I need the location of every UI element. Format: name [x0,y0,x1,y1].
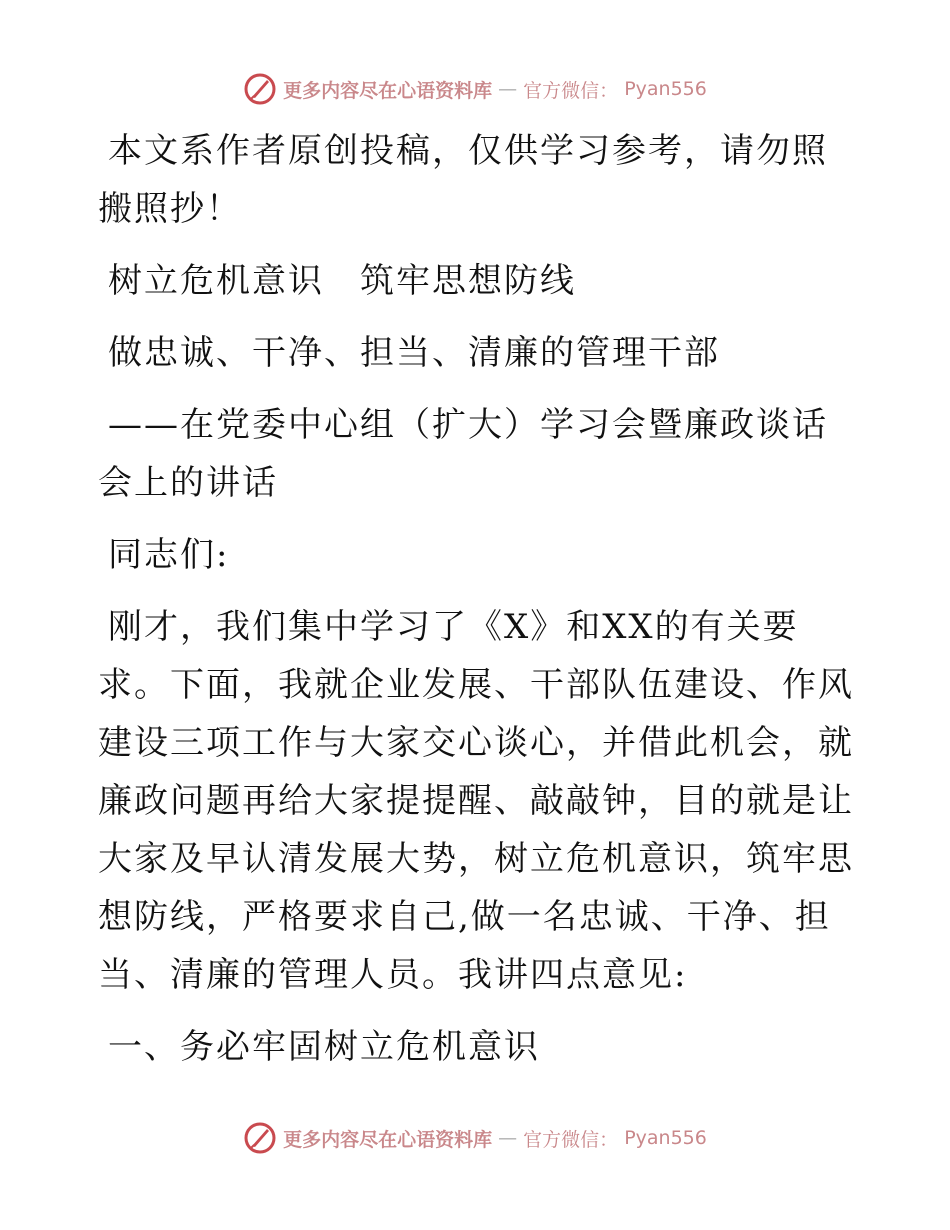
footer-watermark [0,1121,950,1155]
watermark-separator: — [498,78,518,100]
watermark-label: 官方微信： [523,1128,619,1151]
watermark-account: Pyan556 [624,1127,707,1149]
header-watermark [0,72,950,106]
section-heading: 一、务必牢固树立危机意识 [108,1027,540,1067]
notice-paragraph: 本文系作者原创投稿，仅供学习参考，请勿照搬照抄！ [98,131,828,229]
feather-pen-circle-icon [243,1121,277,1155]
watermark-brand: 更多内容尽在心语资料库 [283,1128,493,1151]
watermark-account: Pyan556 [624,78,707,100]
subtitle-paragraph: ——在党委中心组（扩大）学习会暨廉政谈话会上的讲话 [98,405,828,503]
document-body [98,122,858,1090]
title-line-1: 树立危机意识 筑牢思想防线 [108,261,576,301]
watermark-label: 官方微信： [523,79,619,102]
salutation: 同志们: [108,535,230,575]
watermark-separator: — [498,1127,518,1149]
title-line-2: 做忠诚、干净、担当、清廉的管理干部 [108,333,720,373]
body-paragraph: 刚才，我们集中学习了《X》和XX的有关要求。下面，我就企业发展、干部队伍建设、作风建设三项工作与大家交心谈心，并借此机会，就廉政问题再给大家提提醒、敲敲钟，目的就是让大家及早认清发展大势，树立危机意识，筑牢思想防线，严格要求自己,做一名忠诚、干净、担当、清廉的管理人员。我讲四点意见: [98,607,854,995]
feather-pen-circle-icon [243,72,277,106]
watermark-brand: 更多内容尽在心语资料库 [283,79,493,102]
